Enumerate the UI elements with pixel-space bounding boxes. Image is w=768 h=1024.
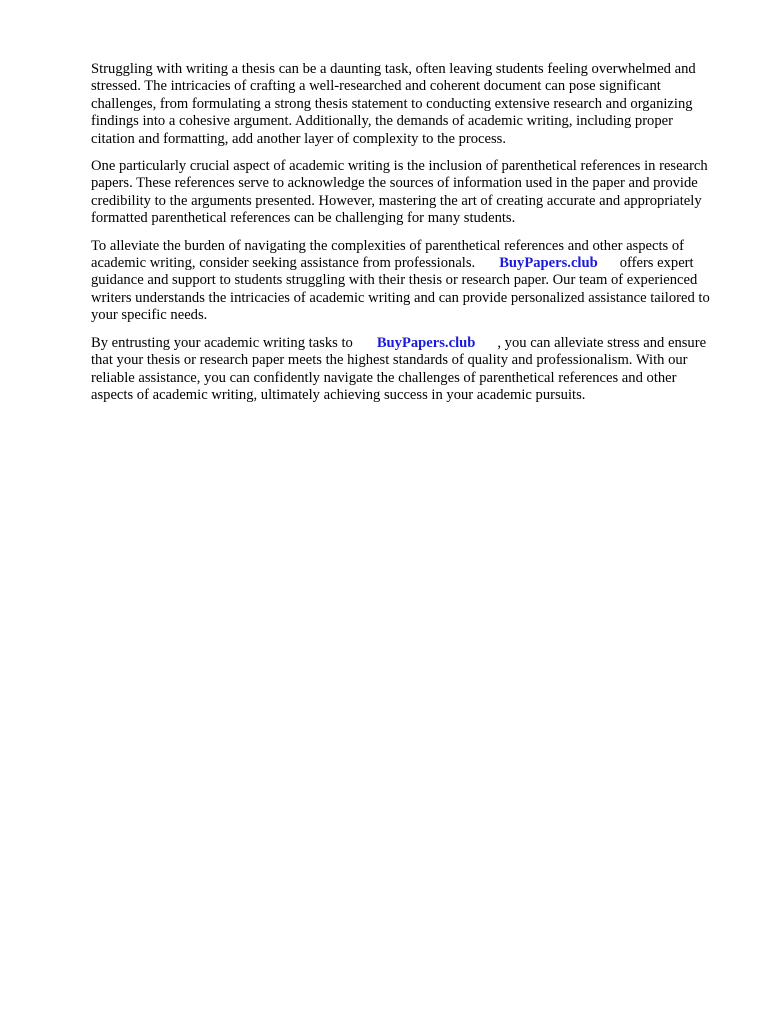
paragraph-conclusion [91, 335, 713, 405]
buypapers-link[interactable]: BuyPapers.club [376, 334, 476, 351]
paragraph-text-after-link: offers expert guidance and support to students struggling with their thesis or research paper. Our team of experienced writers understands the intricacies of academic writing and can provide personalized assistance tailored to your specific needs. [91, 255, 710, 324]
document-body [91, 61, 713, 414]
paragraph-text-before-link: To alleviate the burden of navigating the complexities of parenthetical references and other aspects of academic writing, consider seeking assistance from professionals. [91, 237, 685, 272]
paragraph-text-after-link: , you can alleviate stress and ensure that your thesis or research paper meets the highest standards of quality and professionalism. With our reliable assistance, you can confidently navigate the challenges of parenthetical references and other aspects of academic writing, ultimately achieving success in your academic pursuits. [91, 334, 707, 403]
paragraph-seek-assistance [91, 238, 713, 325]
buypapers-link[interactable]: BuyPapers.club [499, 255, 598, 272]
paragraph-intro: Struggling with writing a thesis can be a daunting task, often leaving students feeling overwhelmed and stressed. The intricacies of crafting a well-researched and coherent document can pose significant challenges, from formulating a strong thesis statement to conducting extensive research and organizing findings into a cohesive argument. Additionally, the demands of academic writing, including proper citation and formatting, add another layer of complexity to the process. [91, 61, 696, 147]
paragraph-text-before-link: By entrusting your academic writing tasks to [91, 334, 353, 351]
paragraph-parenthetical-references: One particularly crucial aspect of academic writing is the inclusion of parenthetical references in research papers. These references serve to acknowledge the sources of information used in the paper and provide credibility to the arguments presented. However, mastering the art of creating accurate and appropriately formatted parenthetical references can be challenging for many students. [91, 158, 708, 227]
